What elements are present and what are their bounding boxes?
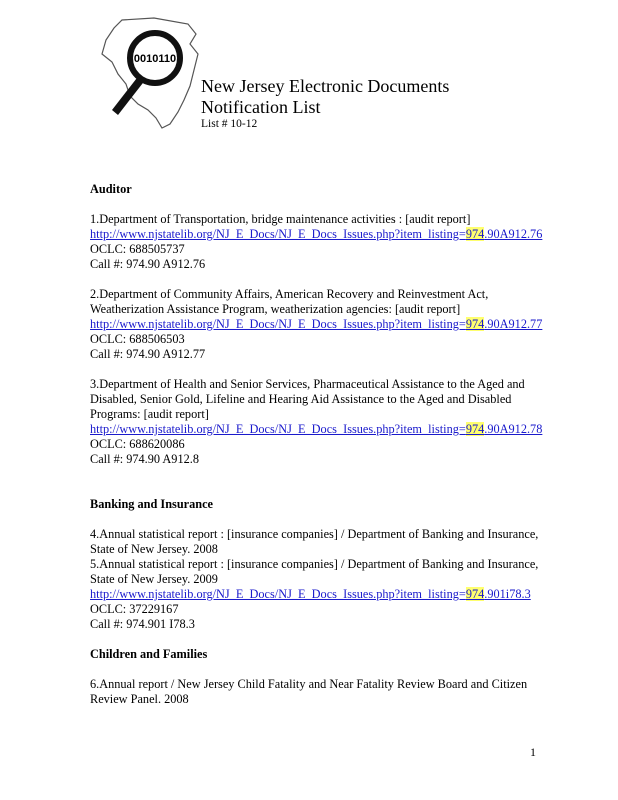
title-line-1: New Jersey Electronic Documents xyxy=(201,76,450,96)
entry-title: 2.Department of Community Affairs, American Recovery and Reinvestment Act, Weatherization Assistance Program, weatherization agencies: [audit report] xyxy=(90,287,489,316)
entry-oclc: OCLC: 688505737 xyxy=(90,242,185,256)
entry-link[interactable]: http://www.njstatelib.org/NJ_E_Docs/NJ_E_Docs_Issues.php?item_listing=974.90A912.78 xyxy=(90,422,543,436)
entry-title: 5.Annual statistical report : [insurance companies] / Department of Banking and Insurance, State of New Jersey. 2009 xyxy=(90,557,539,586)
section-heading-auditor: Auditor xyxy=(90,182,132,196)
list-item xyxy=(90,527,560,557)
list-item xyxy=(90,557,560,632)
entry-oclc: OCLC: 688506503 xyxy=(90,332,185,346)
title-line-2: Notification List xyxy=(201,97,321,117)
page-title xyxy=(201,76,449,118)
document-body xyxy=(90,182,560,707)
entry-link[interactable]: http://www.njstatelib.org/NJ_E_Docs/NJ_E_Docs_Issues.php?item_listing=974.90A912.76 xyxy=(90,227,543,241)
entry-title: 1.Department of Transportation, bridge maintenance activities : [audit report] xyxy=(90,212,471,226)
entry-call-number: Call #: 974.90 A912.76 xyxy=(90,257,206,271)
entry-link[interactable]: http://www.njstatelib.org/NJ_E_Docs/NJ_E_Docs_Issues.php?item_listing=974.901i78.3 xyxy=(90,587,531,601)
entry-call-number: Call #: 974.90 A912.77 xyxy=(90,347,206,361)
list-item xyxy=(90,287,560,362)
section-heading-children: Children and Families xyxy=(90,647,208,661)
logo-binary-text: 0010110 xyxy=(133,53,177,65)
entry-title: 4.Annual statistical report : [insurance companies] / Department of Banking and Insurance, State of New Jersey. 2008 xyxy=(90,527,539,556)
list-item xyxy=(90,212,560,272)
entry-title: 6.Annual report / New Jersey Child Fatality and Near Fatality Review Board and Citizen Review Panel. 2008 xyxy=(90,677,528,706)
entry-oclc: OCLC: 37229167 xyxy=(90,602,179,616)
list-item xyxy=(90,677,560,707)
entry-link[interactable]: http://www.njstatelib.org/NJ_E_Docs/NJ_E_Docs_Issues.php?item_listing=974.90A912.77 xyxy=(90,317,543,331)
entry-call-number: Call #: 974.90 A912.8 xyxy=(90,452,199,466)
entry-title: 3.Department of Health and Senior Services, Pharmaceutical Assistance to the Aged and Disabled, Senior Gold, Lifeline and Hearing Aid Assistance to the Aged and Disabled Programs: [audit report] xyxy=(90,377,525,421)
list-number: List # 10-12 xyxy=(201,118,258,130)
entry-oclc: OCLC: 688620086 xyxy=(90,437,185,451)
section-heading-banking: Banking and Insurance xyxy=(90,497,214,511)
entry-call-number: Call #: 974.901 I78.3 xyxy=(90,617,195,631)
list-item xyxy=(90,377,560,467)
nj-magnifier-logo xyxy=(92,14,202,132)
page-number: 1 xyxy=(530,745,536,759)
